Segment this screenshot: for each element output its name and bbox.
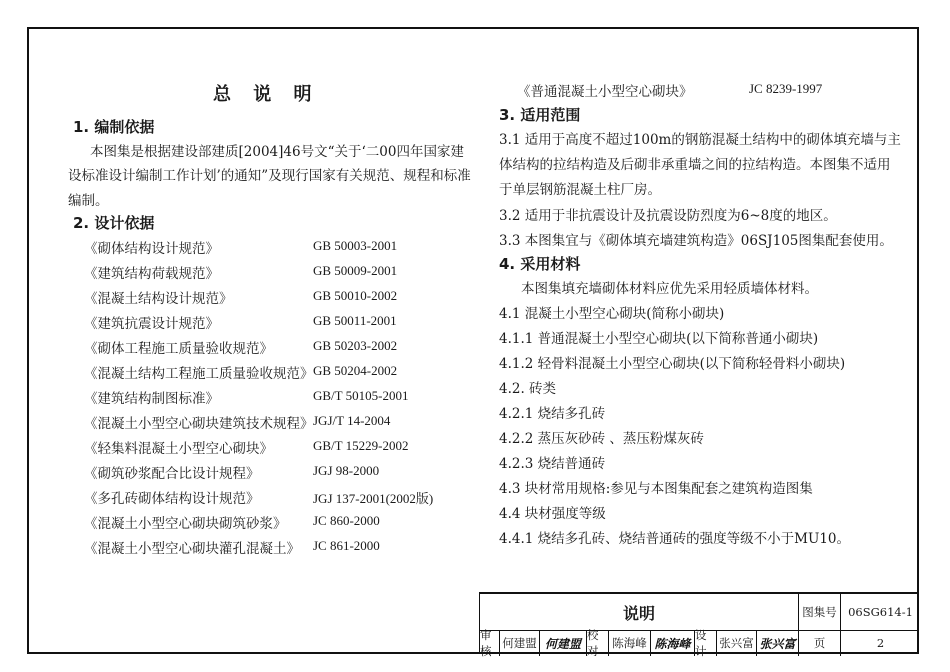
standard-name: 《建筑抗震设计规范》 <box>84 316 219 332</box>
page-title: 总 说 明 <box>213 84 320 105</box>
designer-name: 张兴富 <box>719 636 754 650</box>
section-3-line: 体结构的拉结构造及后砌非承重墙之间的拉结构造。本图集不适用 <box>499 157 891 173</box>
standard-code: JC 860-2000 <box>313 513 380 528</box>
atlas-no-cell <box>840 594 920 630</box>
section-4-line: 本图集填充墙砌体材料应优先采用轻质墙体材料。 <box>521 281 818 297</box>
page-no-cell <box>840 630 920 656</box>
standard-code: JC 861-2000 <box>313 538 380 553</box>
reviewer-signature: 何建盟 <box>544 636 581 651</box>
section-3-line: 3.1 适用于高度不超过100m的钢筋混凝土结构中的砌体填充墙与主 <box>499 132 901 148</box>
standard-code: GB 50009-2001 <box>313 263 398 278</box>
standard-code: JGJ 98-2000 <box>313 463 380 478</box>
check-label: 校对 <box>587 628 599 658</box>
standard-code: GB 50003-2001 <box>313 238 398 253</box>
standard-name: 《混凝土结构工程施工质量验收规范》 <box>84 366 314 382</box>
title-block-row-bottom <box>480 630 919 656</box>
standard-name: 《多孔砖砌体结构设计规范》 <box>84 491 260 507</box>
section-4-heading: 4. 采用材料 <box>499 255 581 273</box>
title-block-row-top <box>480 594 919 631</box>
standard-name: 《砌筑砂浆配合比设计规程》 <box>84 466 260 482</box>
section-3-line: 3.3 本图集宜与《砌体填充墙建筑构造》06SJ105图集配套使用。 <box>499 233 893 249</box>
standard-code: GB/T 50105-2001 <box>313 388 409 403</box>
review-label: 审核 <box>480 628 492 658</box>
check-label-cell <box>586 630 608 656</box>
atlas-label: 图集号 <box>802 605 837 619</box>
design-label: 设计 <box>695 628 707 658</box>
standard-name: 《轻集料混凝土小型空心砌块》 <box>84 441 273 457</box>
atlas-label-cell <box>798 594 840 630</box>
standard-name: 《建筑结构荷载规范》 <box>84 266 219 282</box>
design-label-cell <box>694 630 716 656</box>
section-4-line: 4.2.3 烧结普通砖 <box>499 456 606 472</box>
checker-signature-cell <box>650 630 694 656</box>
checker-cell <box>608 630 650 656</box>
designer-signature: 张兴富 <box>759 636 796 651</box>
standard-code: GB/T 15229-2002 <box>313 438 409 453</box>
section-1-line: 编制。 <box>68 193 109 209</box>
standard-name: 《混凝土小型空心砌块灌孔混凝土》 <box>84 541 300 557</box>
checker-name: 陈海峰 <box>612 636 647 650</box>
standard-name: 《砌体工程施工质量验收规范》 <box>84 341 273 357</box>
standard-code: JGJ/T 14-2004 <box>313 413 391 428</box>
section-4-line: 4.2. 砖类 <box>499 381 557 397</box>
section-1-line: 本图集是根据建设部建质[2004]46号文“关于‘二00四年国家建 <box>90 144 464 160</box>
standard-code: GB 50203-2002 <box>313 338 398 353</box>
section-4-line: 4.4 块材强度等级 <box>499 506 606 522</box>
section-3-line: 3.2 适用于非抗震设计及抗震设防烈度为6~8度的地区。 <box>499 208 837 224</box>
standard-name: 《建筑结构制图标准》 <box>84 391 219 407</box>
section-4-line: 4.2.1 烧结多孔砖 <box>499 406 606 422</box>
reviewer-signature-cell <box>539 630 586 656</box>
drawing-name-cell <box>480 594 798 630</box>
standard-code: JGJ 137-2001(2002版) <box>313 491 434 506</box>
checker-signature: 陈海峰 <box>654 636 691 651</box>
page-label-cell <box>798 630 840 656</box>
standard-code: JC 8239-1997 <box>749 81 823 96</box>
standard-code: GB 50204-2002 <box>313 363 398 378</box>
atlas-no: 06SG614-1 <box>848 605 913 619</box>
section-1-line: 设标准设计编制工作计划’的通知”及现行国家有关规范、规程和标准 <box>68 168 471 184</box>
drawing-name: 说明 <box>622 603 655 623</box>
section-4-line: 4.1.2 轻骨料混凝土小型空心砌块(以下简称轻骨料小砌块) <box>499 356 846 372</box>
standard-name: 《砌体结构设计规范》 <box>84 241 219 257</box>
reviewer-name: 何建盟 <box>502 636 537 650</box>
page-label: 页 <box>813 636 826 650</box>
section-4-line: 4.3 块材常用规格:参见与本图集配套之建筑构造图集 <box>499 481 813 497</box>
reviewer-cell <box>499 630 539 656</box>
standard-name: 《混凝土小型空心砌块砌筑砂浆》 <box>84 516 287 532</box>
designer-cell <box>716 630 756 656</box>
standard-name: 《普通混凝土小型空心砌块》 <box>517 84 693 100</box>
section-2-heading: 2. 设计依据 <box>73 214 155 232</box>
section-4-line: 4.1 混凝土小型空心砌块(简称小砌块) <box>499 306 725 322</box>
section-4-line: 4.1.1 普通混凝土小型空心砌块(以下简称普通小砌块) <box>499 331 819 347</box>
page-no: 2 <box>876 636 885 650</box>
review-label-cell <box>480 630 499 656</box>
standard-code: GB 50011-2001 <box>313 313 397 328</box>
designer-signature-cell <box>756 630 798 656</box>
standard-name: 《混凝土结构设计规范》 <box>84 291 233 307</box>
section-4-line: 4.2.2 蒸压灰砂砖 、蒸压粉煤灰砖 <box>499 431 704 447</box>
title-block <box>479 592 919 658</box>
section-1-heading: 1. 编制依据 <box>73 118 155 136</box>
standard-name: 《混凝土小型空心砌块建筑技术规程》 <box>84 416 314 432</box>
section-3-line: 于单层钢筋混凝土柱厂房。 <box>499 182 661 198</box>
section-3-heading: 3. 适用范围 <box>499 106 581 124</box>
section-4-line: 4.4.1 烧结多孔砖、烧结普通砖的强度等级不小于MU10。 <box>499 531 851 547</box>
standard-code: GB 50010-2002 <box>313 288 398 303</box>
